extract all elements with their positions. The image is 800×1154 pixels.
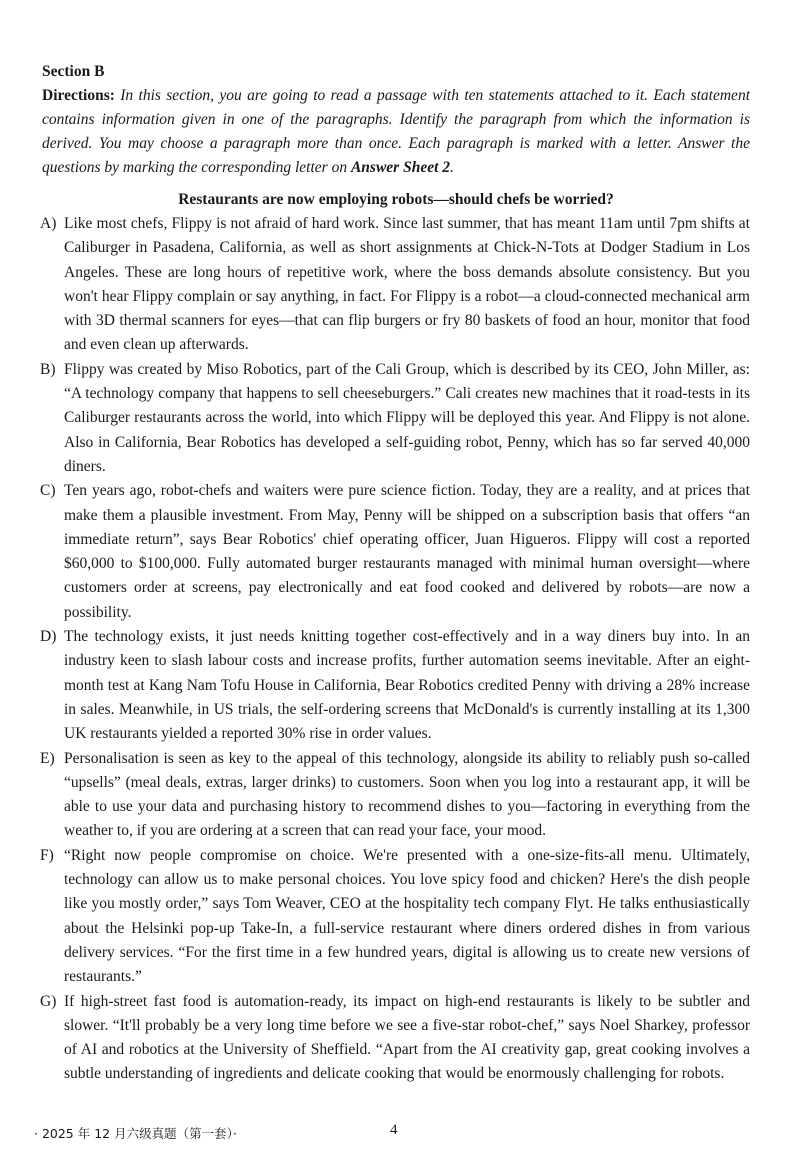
- paragraph-letter: D): [40, 628, 57, 646]
- paragraph-d: [42, 625, 750, 746]
- paragraph-text: Personalisation is seen as key to the appeal of this technology, alongside its ability to reliably push so-called “upsells” (meal deals, extras, larger drinks) to customers. Soon when you log into a restaurant app, it will be able to use your data and purchasing history to recommend dishes to you—factoring in everything from the weather to, if you are ordering at a screen that can read your face, your mood.: [64, 749, 750, 840]
- paragraph-g: [42, 990, 750, 1087]
- paragraph-text: “Right now people compromise on choice. We're presented with a one-size-fits-all menu. Ultimately, technology can allow us to make personal choices. You love spicy food and chicken? Here's the dish people like you mostly order,” says Tom Weaver, CEO at the hospitality tech company Flyt. He talks enthusiastically about the Helsinki pop-up Take-In, a full-service restaurant where diners ordered dishes in from various delivery services. “For the first time in a few hundred years, digital is allowing us to create new versions of restaurants.”: [64, 846, 750, 986]
- paragraph-text: If high-street fast food is automation-ready, its impact on high-end restaurants is likely to be subtler and slower. “It'll probably be a very long time before we see a five-star robot-chef,” says Noel Sharkey, professor of AI and robotics at the University of Sheffield. “Apart from the AI creativity gap, great cooking involves a subtle understanding of ingredients and delicate cooking that would be enormously challenging for robots.: [64, 992, 750, 1083]
- paragraph-c: [42, 479, 750, 625]
- page-number: 4: [390, 1122, 398, 1138]
- paragraph-letter: B): [40, 360, 56, 378]
- directions-label: Directions:: [42, 87, 115, 104]
- paragraph-letter: C): [40, 482, 56, 500]
- paragraph-letter: F): [40, 846, 54, 864]
- passage-title: Restaurants are now employing robots—should chefs be worried?: [178, 191, 614, 208]
- paragraph-b: [42, 358, 750, 479]
- answer-sheet-ref: Answer Sheet 2: [350, 159, 451, 176]
- paragraph-letter: E): [40, 749, 55, 767]
- paragraph-text: Ten years ago, robot-chefs and waiters were pure science fiction. Today, they are a reality, and at prices that make them a plausible investment. From May, Penny will be shipped on a subscription basis that offers “an immediate return”, says Bear Robotics' chief operating officer, Juan Higueros. Flippy will cost a reported $60,000 to $100,000. Fully automated burger restaurants managed with minimal human oversight—where customers order at screens, pay electronically and eat food cooked and delivered by robots—are now a possibility.: [64, 482, 750, 621]
- paragraph-letter: G): [40, 992, 57, 1010]
- paragraph-f: [42, 844, 750, 990]
- paragraph-a: [42, 212, 750, 358]
- directions-text: In this section, you are going to read a passage with ten statements attached to it. Each statement contains information given in one of the paragraphs. Identify the paragraph from which the information is derived. You may choose a paragraph more than once. Each paragraph is marked with a letter. Answer the questions by marking the corresponding letter on: [42, 87, 750, 176]
- paragraph-text: Flippy was created by Miso Robotics, part of the Cali Group, which is described by its CEO, John Miller, as: “A technology company that happens to sell cheeseburgers.” Cali creates new machines that it road-tests in its Caliburger restaurants across the world, into which Flippy will be deployed this year. And Flippy is not alone. Also in California, Bear Robotics has developed a self-guiding robot, Penny, which has so far served 40,000 diners.: [64, 360, 750, 475]
- paragraph-e: [42, 747, 750, 844]
- section-title: Section B: [42, 63, 105, 80]
- paragraph-text: Like most chefs, Flippy is not afraid of hard work. Since last summer, that has meant 11am until 7pm shifts at Caliburger in Pasadena, California, as well as short assignments at Chick-N-Tots at Dodger Stadium in Los Angeles. These are long hours of repetitive work, where the boss demands absolute consistency. But you won't hear Flippy complain or say anything, in fact. For Flippy is a robot—a cloud-connected mechanical arm with 3D thermal scanners for eyes—that can flip burgers or fry 80 baskets of food an hour, monitor that food and even clean up afterwards.: [64, 215, 750, 354]
- paragraph-text: The technology exists, it just needs knitting together cost-effectively and in a way diners buy into. In an industry keen to slash labour costs and increase profits, further automation seems inevitable. After an eight-month test at Kang Nam Tofu House in California, Bear Robotics credited Penny with driving a 28% increase in sales. Meanwhile, in US trials, the self-ordering screens that McDonald's is currently installing at its 1,300 UK restaurants yielded a reported 30% rise in order values.: [64, 628, 750, 743]
- directions-end: .: [450, 159, 454, 176]
- page-footer: [34, 1124, 764, 1144]
- exam-name: · 2025 年 12 月六级真题（第一套）·: [34, 1126, 237, 1141]
- paragraph-letter: A): [40, 215, 57, 232]
- directions: [42, 84, 750, 180]
- exam-page: [42, 60, 750, 1087]
